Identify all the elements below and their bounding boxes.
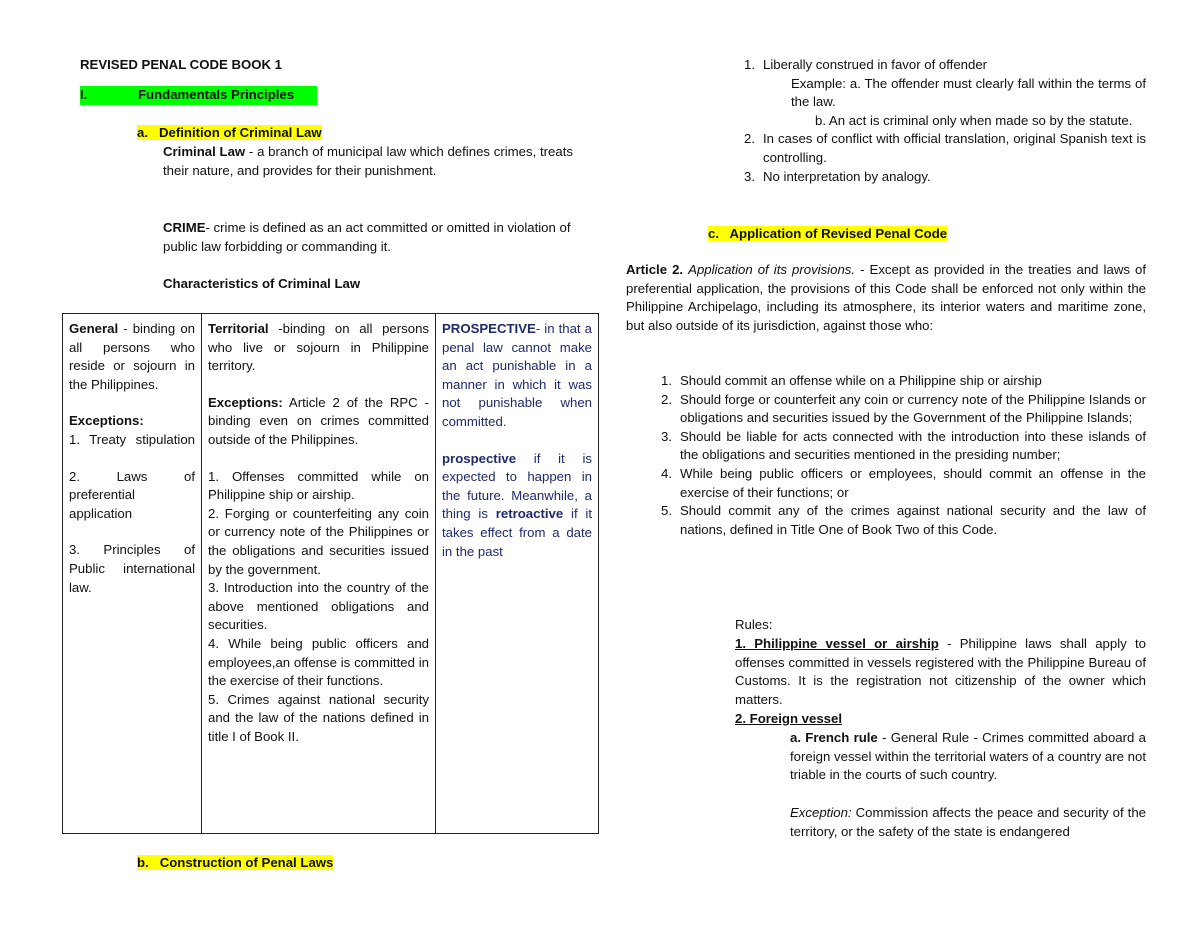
exception-label: Exception: bbox=[790, 805, 852, 820]
french-rule-text: - General Rule - Crimes committed aboard a foreign vessel within the territorial waters of a country are not triable in the courts of such country. bbox=[790, 730, 1146, 783]
general-exceptions-label: Exceptions: bbox=[69, 413, 144, 429]
criminal-law-definition bbox=[163, 143, 573, 180]
general-term: General bbox=[69, 321, 119, 336]
retroactive-term: retroactive bbox=[495, 506, 564, 522]
crime-term: CRIME bbox=[163, 220, 206, 235]
subsection-b-label: b. Construction of Penal Laws bbox=[137, 855, 334, 870]
french-rule bbox=[790, 729, 1146, 785]
territorial-item-3: 3. Introduction into the country of the above mentioned obligations and securities. bbox=[208, 580, 429, 633]
french-rule-label: a. French rule bbox=[790, 730, 878, 745]
section-1-heading bbox=[80, 86, 317, 105]
territorial-def: -binding on all persons who live or sojourn in Philippine territory. bbox=[208, 321, 429, 374]
rule-2-title: 2. Foreign vessel bbox=[735, 711, 843, 726]
general-exception-2: 2. Laws of preferential application bbox=[69, 468, 195, 521]
crime-definition bbox=[163, 219, 577, 256]
french-rule-exception bbox=[790, 804, 1146, 841]
article-2-label: Article 2. bbox=[626, 262, 684, 277]
list-text: No interpretation by analogy. bbox=[763, 168, 931, 184]
example-a: Example: a. The offender must clearly fall within the terms of the law. bbox=[791, 75, 1146, 110]
territorial-item-1: 1. Offenses committed while on Philippine ship or airship. bbox=[208, 468, 429, 503]
article-2-list bbox=[652, 372, 1146, 539]
criminal-law-term: Criminal Law bbox=[163, 144, 246, 159]
list-number: 2. bbox=[744, 131, 755, 147]
territorial-item-2: 2. Forging or counterfeiting any coin or currency note of the Philippines or the obligations and securities issued by the government. bbox=[208, 505, 429, 577]
general-def: - binding on all persons who reside or sojourn in the Philippines. bbox=[69, 321, 195, 392]
general-exception-3: 3. Principles of Public international law. bbox=[69, 542, 195, 595]
territorial-item-5: 5. Crimes against national security and the law of the nations defined in title I of Book II. bbox=[208, 691, 429, 744]
list-text: In cases of conflict with official translation, original Spanish text is controlling. bbox=[763, 131, 1146, 165]
prospective-term: PROSPECTIVE bbox=[442, 321, 536, 336]
list-item bbox=[652, 391, 1146, 428]
crime-def: - crime is defined as an act committed or omitted in violation of public law forbidding or commanding it. bbox=[163, 220, 571, 254]
territorial-exceptions-label: Exceptions: bbox=[208, 394, 283, 410]
list-number: 3. bbox=[661, 428, 672, 444]
list-item bbox=[735, 168, 1146, 187]
list-text: Liberally construed in favor of offender bbox=[763, 57, 988, 72]
territorial-cell bbox=[202, 314, 436, 833]
territorial-term: Territorial bbox=[208, 321, 269, 336]
list-text: Should be liable for acts connected with the introduction into these islands of the obligations and securities mentioned in the presiding number; bbox=[680, 428, 1146, 463]
list-number: 1. bbox=[661, 373, 672, 388]
criminal-law-def: - a branch of municipal law which defines crimes, treats their nature, and provides for their punishment. bbox=[163, 144, 573, 178]
characteristics-table bbox=[62, 313, 599, 834]
list-item bbox=[735, 56, 1146, 130]
list-number: 1. bbox=[744, 57, 755, 72]
prospective-cell bbox=[436, 314, 598, 833]
prospective-text-2: if it takes effect from a date in the past bbox=[442, 506, 593, 559]
prospective-text-1: if it is expected to happen in the future. Meanwhile, a thing is bbox=[442, 450, 592, 522]
territorial-exceptions-text: Article 2 of the RPC - binding even on crimes committed outside of the Philippines. bbox=[208, 394, 429, 447]
document-title: REVISED PENAL CODE BOOK 1 bbox=[80, 57, 283, 72]
exception-text: Commission affects the peace and security of the territory, or the safety of the state is endangered bbox=[790, 805, 1146, 839]
list-item bbox=[652, 428, 1146, 465]
article-2-text: - Except as provided in the treaties and laws of preferential application, the provisions of this Code shall be enforced not only within the Philippine Archipelago, including its atmosphere, its interior waters and maritime zone, but also outside of its jurisdiction, against those who: bbox=[626, 262, 1146, 333]
list-item bbox=[652, 502, 1146, 539]
general-cell bbox=[63, 314, 202, 833]
rules-label: Rules: bbox=[735, 617, 773, 632]
rule-1-title: 1. Philippine vessel or airship bbox=[735, 636, 939, 651]
list-text: While being public officers or employees, should commit an offense in the exercise of their functions; or bbox=[680, 465, 1146, 500]
list-number: 4. bbox=[661, 465, 672, 481]
list-number: 3. bbox=[744, 168, 755, 184]
article-2-title: Application of its provisions. bbox=[688, 262, 856, 277]
subsection-a-heading bbox=[137, 124, 322, 143]
list-text: Should forge or counterfeit any coin or currency note of the Philippine Islands or obligations and securities issued by the Government of the Philippine Islands; bbox=[680, 391, 1146, 426]
rule-1-text: - Philippine laws shall apply to offenses committed in vessels registered with the Philippine Bureau of Customs. It is the registration not citizenship of the owner which matters. bbox=[735, 636, 1146, 707]
section-1-number: I. bbox=[80, 87, 88, 102]
example-b: b. An act is criminal only when made so by the statute. bbox=[815, 112, 1133, 128]
territorial-item-4: 4. While being public officers and employees,an offense is committed in the exercise of their functions. bbox=[208, 635, 429, 689]
list-item bbox=[735, 130, 1146, 167]
prospective-def: - in that a penal law cannot make an act punishable in a manner in which it was not punishable when committed. bbox=[442, 321, 592, 429]
article-2-paragraph bbox=[626, 261, 1146, 335]
prospective-term-2: prospective bbox=[442, 450, 517, 466]
list-number: 5. bbox=[661, 503, 672, 519]
construction-rules-list bbox=[735, 56, 1146, 186]
general-exception-1: 1. Treaty stipulation bbox=[69, 431, 195, 447]
list-item bbox=[652, 372, 1146, 391]
rule-1 bbox=[735, 635, 1146, 709]
list-text: Should commit an offense while on a Philippine ship or airship bbox=[680, 373, 1042, 388]
section-1-title: Fundamentals Principles bbox=[138, 87, 295, 102]
subsection-b-heading bbox=[137, 854, 333, 873]
subsection-c-label: c. Application of Revised Penal Code bbox=[708, 226, 948, 241]
list-number: 2. bbox=[661, 391, 672, 407]
list-text: Should commit any of the crimes against national security and the law of nations, defined in Title One of Book Two of this Code. bbox=[680, 503, 1146, 537]
subsection-c-heading bbox=[708, 225, 947, 244]
subsection-a-label: a. Definition of Criminal Law bbox=[137, 125, 322, 140]
list-item bbox=[652, 465, 1146, 502]
characteristics-heading: Characteristics of Criminal Law bbox=[163, 276, 361, 291]
